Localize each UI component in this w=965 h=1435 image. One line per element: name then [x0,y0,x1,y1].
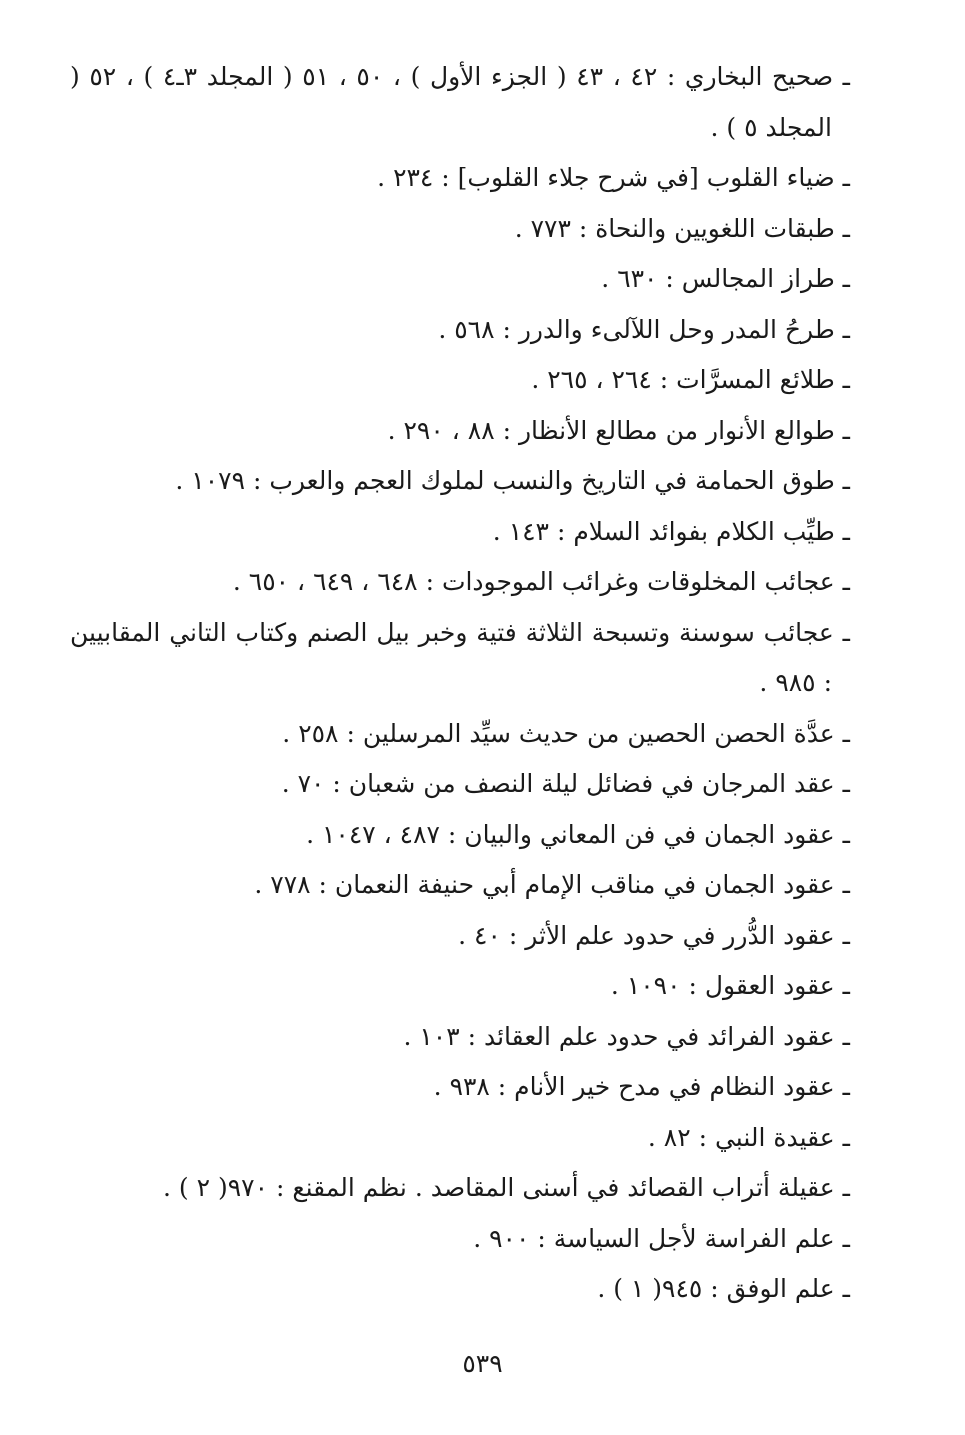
index-entry: ـ علم الوفق : ٩٤٥( ١ ) . [597,1274,850,1303]
index-entry: ـ عجائب سوسنة وتسبحة الثلاثة فتية وخبر بيل الصنم وكتاب التاني المقابيين : ٩٨٥ . [70,617,850,697]
index-entry: ـ عقود النظام في مدح خير الأنام : ٩٣٨ . [433,1072,850,1101]
index-entry: ـ طوالع الأنوار من مطالع الأنظار : ٨٨ ، ٢٩٠ . [387,415,850,445]
index-entry: ـ علم الفراسة لأجل السياسة : ٩٠٠ . [473,1223,850,1253]
index-entry: ـ عقد المرجان في فضائل ليلة النصف من شعبان : ٧٠ . [281,769,850,798]
index-entry: ـ طرحُ المدر وحل اللآلىء والدرر : ٥٦٨ . [438,314,850,344]
index-entry: ـ عقيدة النبي : ٨٢ . [647,1122,850,1152]
index-entry: ـ طراز المجالس : ٦٣٠ . [601,264,850,293]
index-entry: ـ صحيح البخاري : ٤٢ ، ٤٣ ( الجزء الأول ) ، ٥٠ ، ٥١ ( المجلد ٣ـ٤ ) ، ٥٢ ( المجلد ٥ ) . [70,62,850,142]
index-entry: ـ عجائب المخلوقات وغرائب الموجودات : ٦٤٨ ، ٦٤٩ ، ٦٥٠ . [232,567,850,596]
index-entry: ـ عقود العقول : ١٠٩٠ . [610,971,850,1000]
index-entry: ـ عقود الفرائد في حدود علم العقائد : ١٠٣ . [403,1021,850,1051]
index-entry: ـ ضياء القلوب [في شرح جلاء القلوب] : ٢٣٤ . [377,163,850,192]
index-entry: ـ طبقات اللغويين والنحاة : ٧٧٣ . [514,213,850,243]
index-entry-list [70,52,850,1315]
index-entry: ـ طلائع المسرَّات : ٢٦٤ ، ٢٦٥ . [531,365,850,394]
index-entry: ـ عدَّة الحصن الحصين من حديث سيِّد المرسلين : ٢٥٨ . [282,718,850,748]
page-number: ٥٣٩ [462,1349,503,1378]
index-entry: ـ طوق الحمامة في التاريخ والنسب لملوك العجم والعرب : ١٠٧٩ . [175,466,850,495]
index-entry: ـ عقود الجمان في فن المعاني والبيان : ٤٨٧ ، ١٠٤٧ . [306,819,850,849]
index-entry: ـ عقود الجمان في مناقب الإمام أبي حنيفة النعمان : ٧٧٨ . [254,870,850,899]
index-entry: ـ عقيلة أتراب القصائد في أسنى المقاصد . نظم المقنع : ٩٧٠( ٢ ) . [162,1173,850,1202]
index-entry: ـ عقود الدُّرر في حدود علم الأثر : ٤٠ . [458,920,850,950]
index-entry: ـ طيِّب الكلام بفوائد السلام : ١٤٣ . [492,516,850,546]
